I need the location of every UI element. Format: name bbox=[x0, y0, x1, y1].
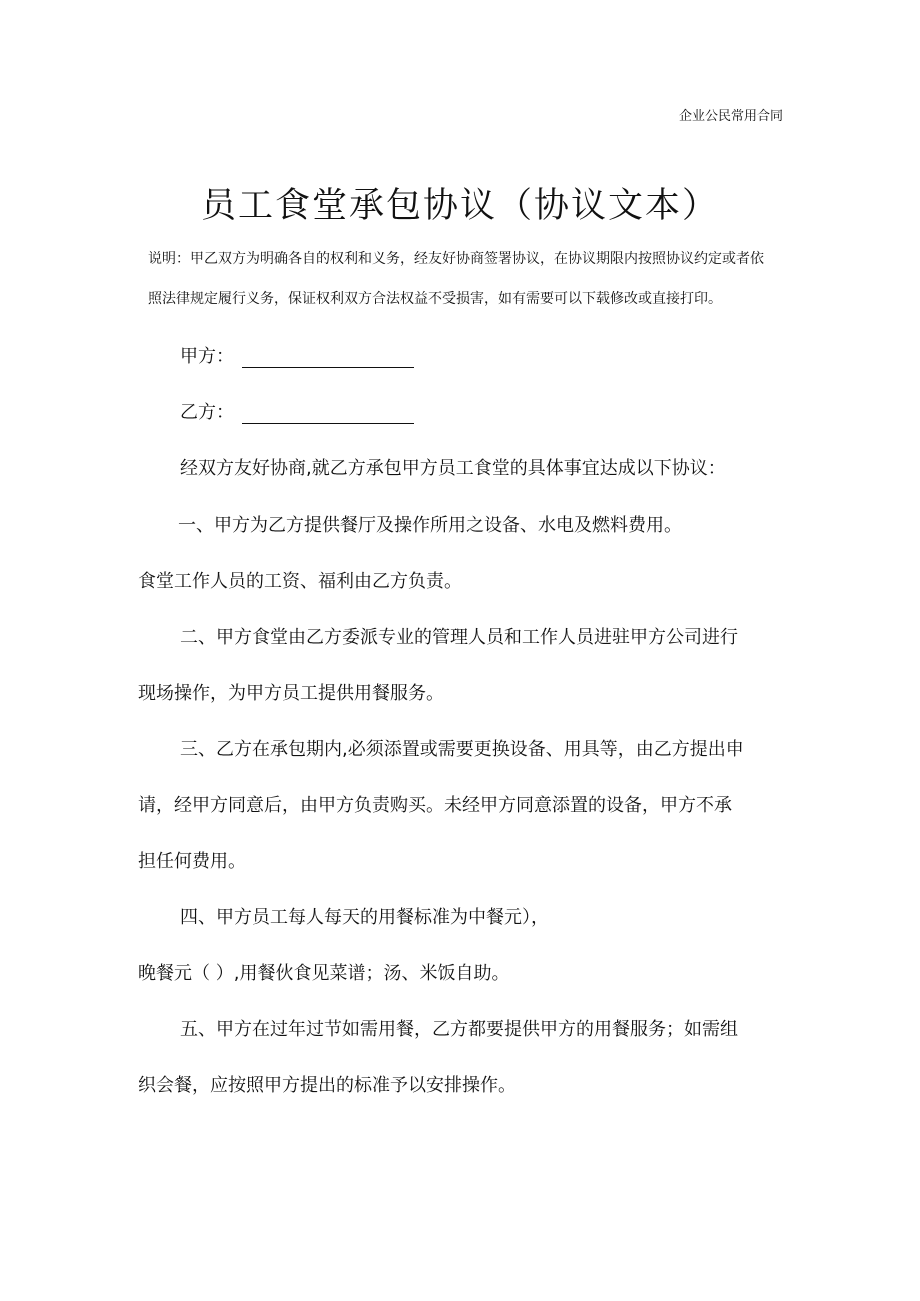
clause-2-line: 二、甲方食堂由乙方委派专业的管理人员和工作人员进驻甲方公司进行 bbox=[180, 627, 738, 648]
party-b-field bbox=[180, 398, 414, 424]
description-line: 说明：甲乙双方为明确各自的权利和义务，经友好协商签署协议，在协议期限内按照协议约定或者依 bbox=[148, 251, 764, 267]
clause-3-line: 担任何费用。 bbox=[138, 851, 246, 872]
clause-1-line: 一、甲方为乙方提供餐厅及操作所用之设备、水电及燃料费用。 bbox=[178, 515, 682, 536]
party-a-field bbox=[180, 342, 414, 368]
clause-5-line: 织会餐，应按照甲方提出的标准予以安排操作。 bbox=[138, 1075, 516, 1096]
description-line: 照法律规定履行义务，保证权利双方合法权益不受损害，如有需要可以下载修改或直接打印。 bbox=[148, 291, 722, 307]
clause-4-line: 四、甲方员工每人每天的用餐标准为中餐元）， bbox=[180, 907, 549, 928]
header-note: 企业公民常用合同 bbox=[679, 109, 784, 124]
clause-1-line: 食堂工作人员的工资、福利由乙方负责。 bbox=[138, 571, 462, 592]
clause-2-line: 现场操作，为甲方员工提供用餐服务。 bbox=[138, 683, 444, 704]
party-a-blank bbox=[242, 349, 414, 368]
clause-4-line: 晚餐元（ ）,用餐伙食见菜谱；汤、米饭自助。 bbox=[138, 963, 510, 984]
party-a-label: 甲方： bbox=[180, 346, 234, 367]
body-line: 经双方友好协商,就乙方承包甲方员工食堂的具体事宜达成以下协议： bbox=[180, 458, 726, 479]
party-b-blank bbox=[242, 405, 414, 424]
clause-3-line: 请，经甲方同意后，由甲方负责购买。未经甲方同意添置的设备，甲方不承 bbox=[138, 795, 732, 816]
document-title: 员工食堂承包协议（协议文本） bbox=[200, 186, 719, 226]
party-b-label: 乙方： bbox=[180, 402, 234, 423]
clause-5-line: 五、甲方在过年过节如需用餐，乙方都要提供甲方的用餐服务；如需组 bbox=[180, 1019, 738, 1040]
clause-3-line: 三、乙方在承包期内,必须添置或需要更换设备、用具等，由乙方提出申 bbox=[180, 739, 744, 760]
